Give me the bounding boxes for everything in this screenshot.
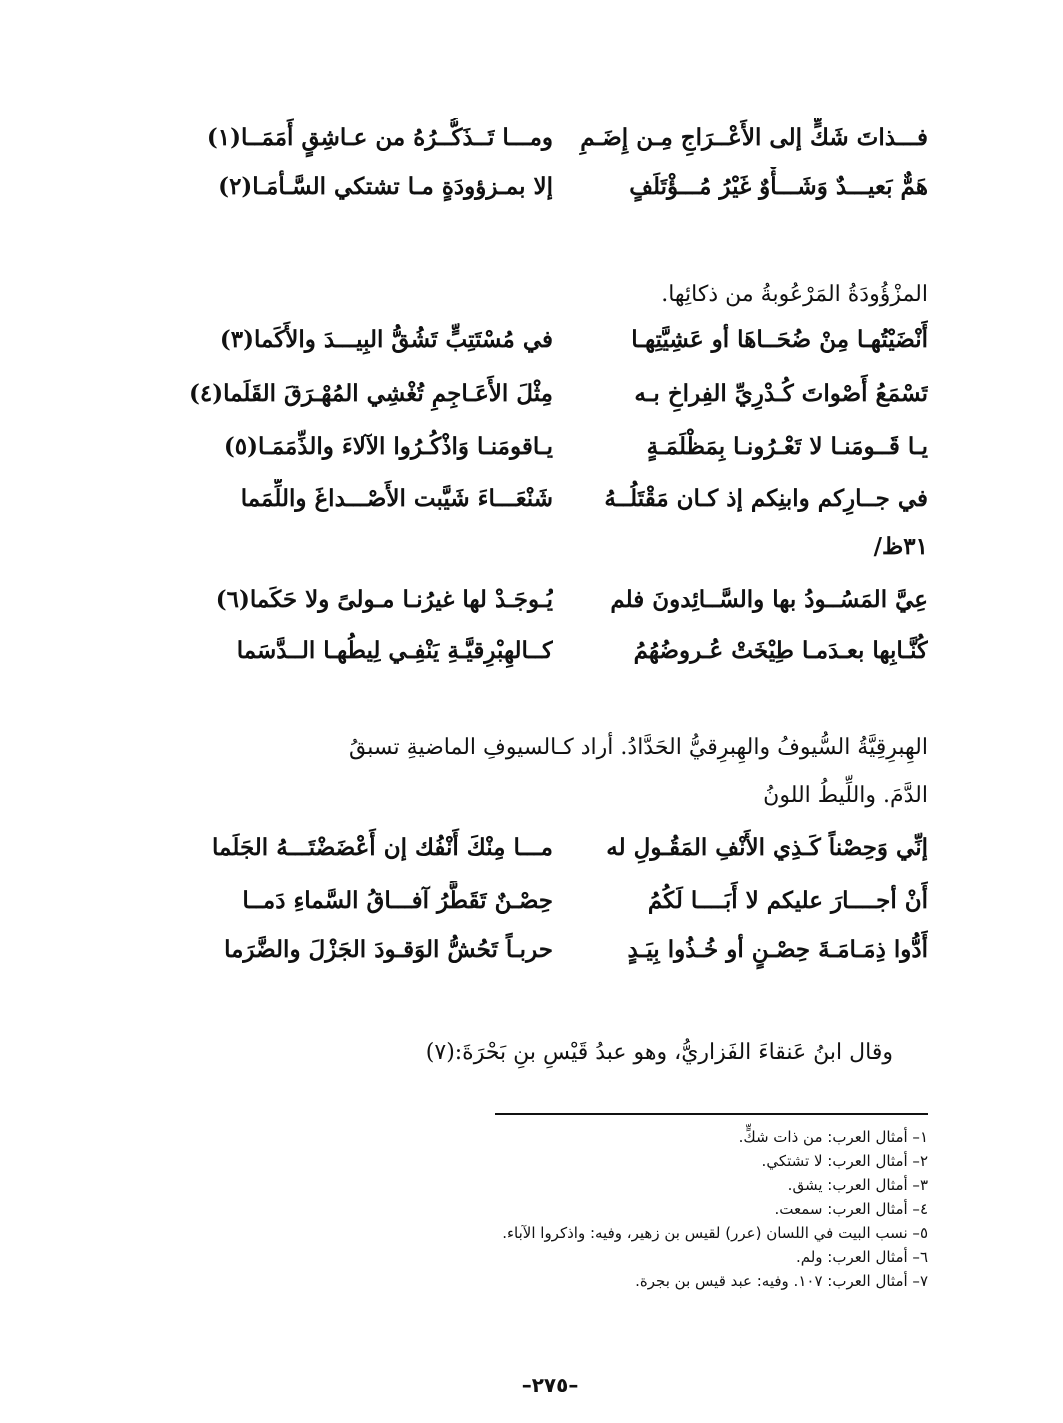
commentary-text: الدَّمَ. واللِّيطُ اللونُ <box>763 783 928 808</box>
verse-second-hemistich: مـــا مِنْكَ أَنْفُك إن أَعْضَضْتَـــهُ الجَلَما <box>212 834 553 861</box>
verse-line <box>188 374 928 414</box>
verse-line <box>188 427 928 467</box>
footnote: ٦– أمثال العرب: ولم. <box>795 1248 928 1266</box>
footnote: ٢– أمثال العرب: لا تشتكي. <box>761 1152 928 1170</box>
folio-marker: ٣١ظ/ <box>873 533 928 560</box>
verse-second-hemistich: إلا بمـزؤودَةٍ مـا تشتكي السَّـأمَـا(٢) <box>218 173 553 200</box>
verse-second-hemistich: حربـاً تَحُشُّ الوَقـودَ الجَزْلَ والضَّرَما <box>224 936 553 963</box>
verse-second-hemistich: ومـــا تَــذَكُّــرُهُ من عـاشِقٍ أَمَمَــا(١) <box>206 124 553 151</box>
footnote: ٤– أمثال العرب: سمعت. <box>774 1200 928 1218</box>
verse-line <box>188 881 928 921</box>
verse-second-hemistich: حِصْـنٌ تَقَطَّرُ آفـــاقُ السَّماءِ دَمــا <box>242 887 553 914</box>
verse-first-hemistich: يـا قَــومَنـا لا تَعْـرُونـا بِمَظْلَمَـةٍ <box>646 433 928 460</box>
footnote: ٥– نسب البيت في اللسان (عرر) لقيس بن زهير، وفيه: واذكروا الآباء. <box>502 1224 928 1242</box>
verse-first-hemistich: عِيَّ المَسُــودُ بها والسَّــائِدونَ فلم <box>610 586 928 613</box>
commentary-text: المزْؤُودَةُ المَرْعُوبةُ من ذكائِها. <box>661 282 928 307</box>
verse-second-hemistich: شَنْعَـــاءَ شَيَّبت الأَصْـــداغَ واللِّمَما <box>240 485 553 512</box>
verse-first-hemistich: هَمٌّ بَعيـــدٌ وَشَـــأْوٌ غَيْرُ مُـــؤْتَلَفٍ <box>629 173 928 200</box>
verse-line <box>188 828 928 868</box>
verse-line <box>188 580 928 620</box>
footnotes <box>168 1125 928 1293</box>
footnote: ١– أمثال العرب: من ذات شكٍّ. <box>738 1128 928 1146</box>
verse-first-hemistich: إنِّي وَحِصْناً كَـذِي الأَنْفِ المَقُـولِ له <box>606 834 928 861</box>
footnote-divider <box>495 1113 928 1115</box>
footnote: ٣– أمثال العرب: يشق. <box>787 1176 928 1194</box>
verse-second-hemistich: يـاقومَنـا وَاذْكُـرُوا الآلاءَ والذِّمَمَـا(٥) <box>223 433 553 460</box>
verse-line <box>188 479 928 519</box>
page-number: –٢٧٥– <box>521 1373 579 1397</box>
verse-first-hemistich: أَنْضَيْتُهـا مِنْ ضُحَــاهَا أو عَشِيَّتِهـا <box>631 326 928 353</box>
footnote: ٧– أمثال العرب: ١٠٧. وفيه: عبد قيس بن بجرة. <box>635 1272 928 1290</box>
verse-second-hemistich: في مُسْتَتِبٍّ تَشُقُّ البِيـــدَ والأَكَما(٣) <box>219 326 553 353</box>
commentary-text: الهِبرِقِيَّةُ السُّيوفُ والهِبرِقيُّ الحَدَّادُ. أراد كـالسيوفِ الماضيةِ تسبقُ <box>348 735 928 760</box>
verse-line <box>188 167 928 207</box>
verse-first-hemistich: أَنْ أجــــارَ عليكم لا أَبَــــا لَكُمُ <box>647 887 928 914</box>
verse-second-hemistich: كــالهِبْرِقيَّـةِ يَنْفِـي لِيطُهـا الــدَّسَما <box>236 637 553 664</box>
verse-first-hemistich: تَسْمَعُ أَصْواتَ كُـدْرِيِّ الفِراخِ بـه <box>634 380 928 407</box>
verse-second-hemistich: مِثْلَ الأَعَـاجِمِ تُغْشِي المُهْـرَقَ القَلَما(٤) <box>188 380 553 407</box>
verse-line <box>188 118 928 158</box>
verse-first-hemistich: كُنَّـابِها بعـدَمـا طِيْخَتْ عُـروضُهُمُ <box>633 637 928 664</box>
verse-line <box>188 320 928 360</box>
verse-second-hemistich: يُـوجَـدْ لها غيرُنـا مـولىً ولا حَكَما(٦) <box>215 586 553 613</box>
verse-first-hemistich: أَدُّوا ذِمَـامَـةَ حِصْـنٍ أو خُـذُوا بِيَـدٍ <box>627 936 928 963</box>
verse-first-hemistich: في جــارِكم وابنِكم إذ كـان مَقْتَلُــهُ <box>604 485 928 512</box>
verse-line <box>188 930 928 970</box>
commentary-text: وقال ابنُ عَنقاءَ الفَزاريُّ، وهو عبدُ قَيْسِ بنِ بَحْرَةَ:(٧) <box>425 1040 893 1065</box>
verse-line <box>188 631 928 671</box>
verse-first-hemistich: فـــذاتَ شَكٍّ إلى الأَعْــرَاجِ مِـن إِضَـمِ <box>580 124 928 151</box>
